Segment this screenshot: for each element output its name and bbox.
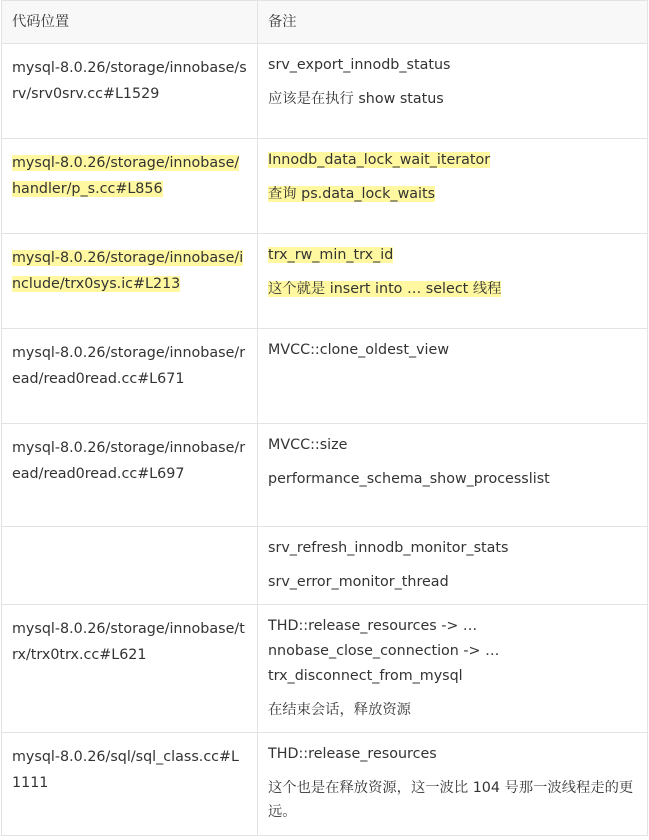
table-row (2, 139, 648, 234)
note-line: Innodb_data_lock_wait_iterator (268, 152, 491, 168)
code-path-cell (2, 44, 258, 139)
note-line: THD::release_resources (268, 746, 437, 762)
code-path-text: mysql-8.0.26/sql/sql_class.cc#L1111 (12, 749, 239, 791)
note-line: performance_schema_show_processlist (268, 471, 550, 487)
code-path-text: mysql-8.0.26/storage/innobase/include/trx0sys.ic#L213 (12, 250, 244, 292)
code-path-cell (2, 605, 258, 733)
header-code-location: 代码位置 (2, 1, 258, 44)
code-path-cell (2, 329, 258, 424)
notes-cell (258, 329, 648, 424)
code-path-text: mysql-8.0.26/storage/innobase/srv/srv0srv.cc#L1529 (12, 60, 247, 102)
notes-cell (258, 527, 648, 605)
note-line: 在结束会话，释放资源 (268, 702, 411, 718)
code-path-cell (2, 527, 258, 605)
code-path-text: mysql-8.0.26/storage/innobase/read/read0read.cc#L697 (12, 440, 246, 482)
notes-cell (258, 424, 648, 527)
note-line: srv_refresh_innodb_monitor_stats (268, 540, 509, 556)
note-line: trx_rw_min_trx_id (268, 247, 394, 263)
note-line: 这个也是在释放资源，这一波比 104 号那一波线程走的更远。 (268, 780, 634, 820)
note-line: 这个就是 insert into … select 线程 (268, 281, 502, 297)
code-path-text: mysql-8.0.26/storage/innobase/read/read0read.cc#L671 (12, 345, 246, 387)
table-row (2, 329, 648, 424)
notes-cell (258, 44, 648, 139)
table-header-row (2, 1, 648, 44)
header-notes: 备注 (258, 1, 648, 44)
table-row (2, 44, 648, 139)
note-line: MVCC::size (268, 437, 348, 453)
note-line: nnobase_close_connection -> … (268, 643, 500, 659)
note-line: 应该是在执行 show status (268, 91, 444, 107)
notes-cell (258, 605, 648, 733)
table-row (2, 424, 648, 527)
code-location-table (1, 0, 648, 836)
code-path-cell (2, 424, 258, 527)
code-path-cell (2, 234, 258, 329)
note-line: srv_export_innodb_status (268, 57, 451, 73)
code-path-cell (2, 139, 258, 234)
code-path-text: mysql-8.0.26/storage/innobase/trx/trx0trx.cc#L621 (12, 621, 245, 663)
code-path-cell (2, 733, 258, 836)
notes-cell (258, 234, 648, 329)
notes-cell (258, 139, 648, 234)
code-path-text: mysql-8.0.26/storage/innobase/handler/p_s.cc#L856 (12, 155, 240, 197)
table-row (2, 605, 648, 733)
notes-cell (258, 733, 648, 836)
note-line: MVCC::clone_oldest_view (268, 342, 450, 358)
table-row (2, 234, 648, 329)
table-row (2, 733, 648, 836)
note-line: 查询 ps.data_lock_waits (268, 186, 436, 202)
table-row (2, 527, 648, 605)
note-line: trx_disconnect_from_mysql (268, 668, 463, 684)
note-line: THD::release_resources -> … (268, 618, 478, 634)
note-line: srv_error_monitor_thread (268, 574, 449, 590)
